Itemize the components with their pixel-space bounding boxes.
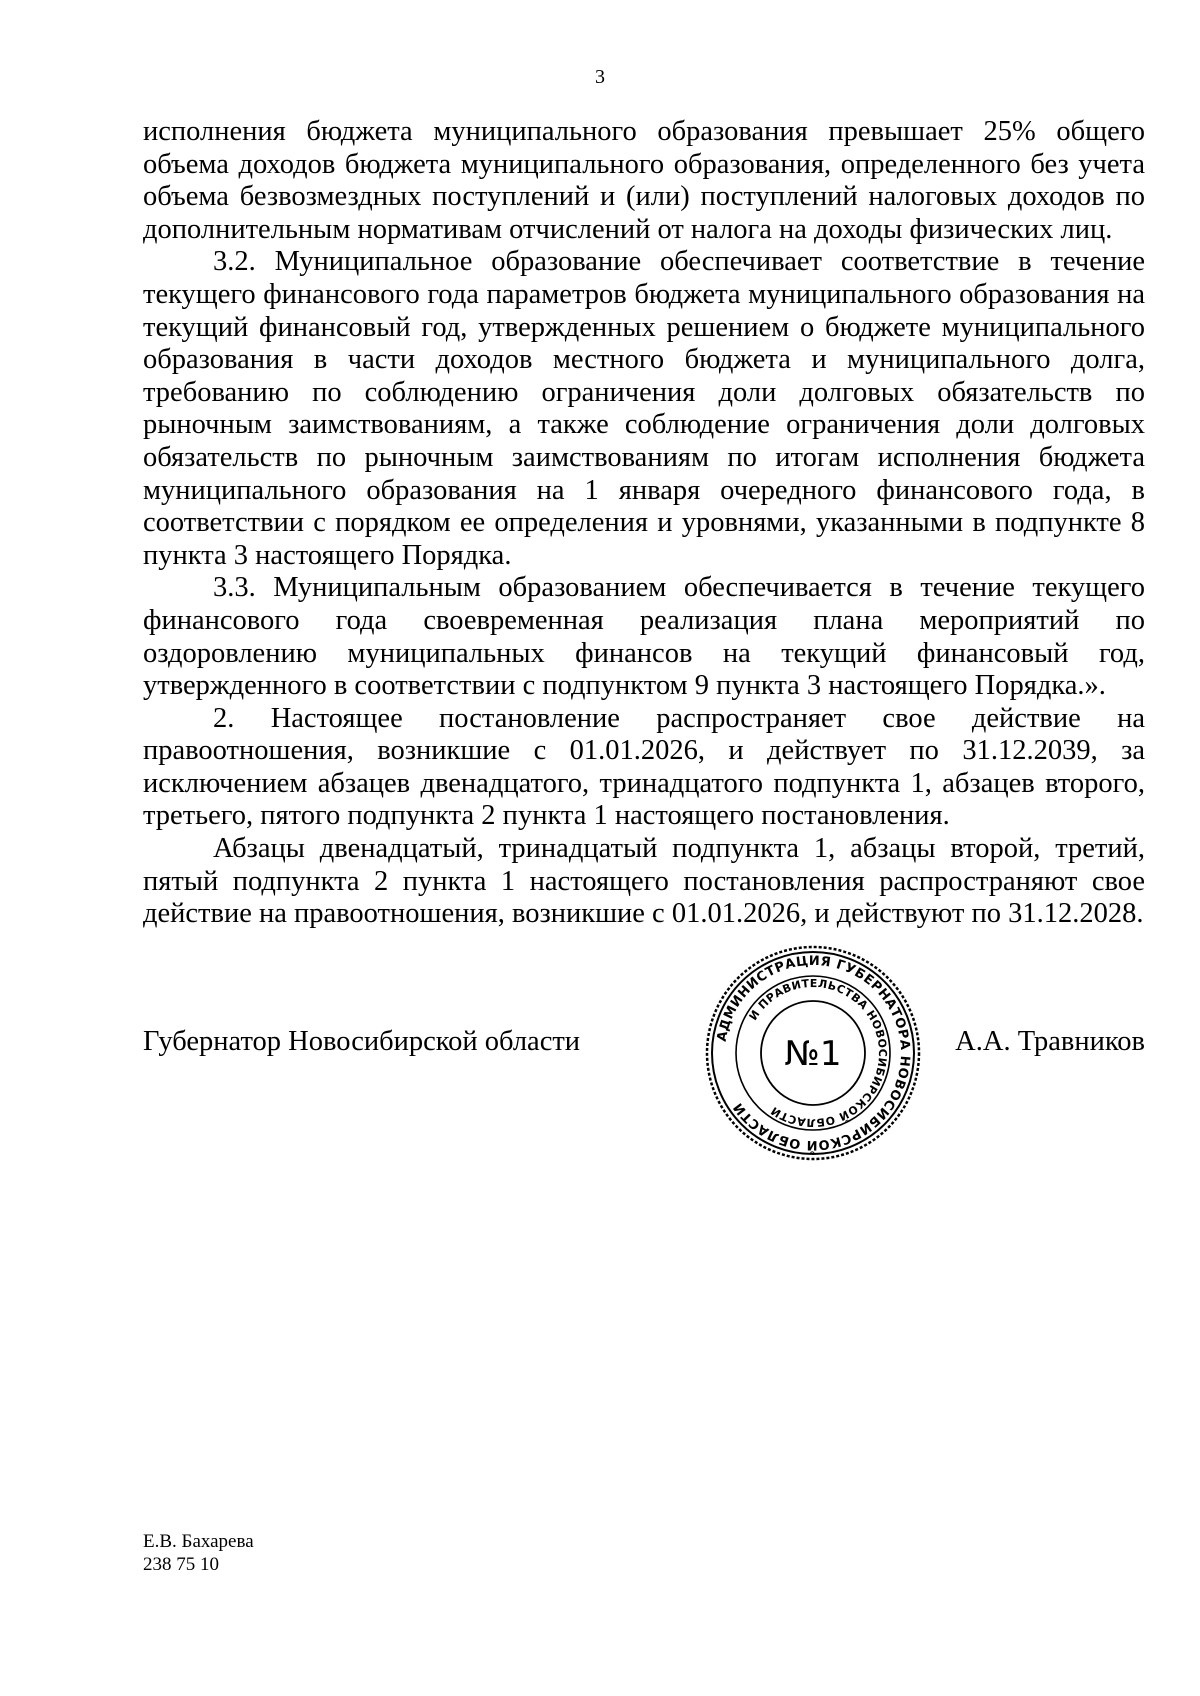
seal-inner-text: И ПРАВИТЕЛЬСТВА НОВОСИБИРСКОЙ ОБЛАСТИ: [746, 976, 890, 1130]
signatory-position: Губернатор Новосибирской области: [143, 1026, 581, 1057]
page-number: 3: [595, 66, 605, 88]
seal-outer-text: АДМИНИСТРАЦИЯ ГУБЕРНАТОРА НОВОСИБИРСКОЙ ОБЛАСТИ: [714, 953, 913, 1153]
paragraph-3-2: 3.2. Муниципальное образование обеспечивает соответствие в течение текущего финансового года параметров бюджета муниципального образования на текущий финансовый год, утвержденных решением о бюджете муниципального образования в части доходов местного бюджета и муниципального долга, требованию по соблюдению ограничения доли долговых обязательств по рыночным заимствованиям, а также соблюдение ограничения доли долговых обязательств по рыночным заимствованиям по итогам исполнения бюджета муниципального образования на 1 января очередного финансового года, в соответствии с порядком ее определения и уровнями, указанными в подпункте 8 пункта 3 настоящего Порядка.: [143, 246, 1145, 571]
executor-contact: [143, 1530, 254, 1576]
paragraph-exceptions-dates: Абзацы двенадцатый, тринадцатый подпункта 1, абзацы второй, третий, пятый подпункта 2 пункта 1 настоящего постановления распространяют свое действие на правоотношения, возникшие с 01.01.2026, и действуют по 31.12.2028.: [143, 833, 1145, 930]
seal-stamp-icon: [703, 943, 923, 1163]
paragraph-continuation: исполнения бюджета муниципального образования превышает 25% общего объема доходов бюджета муниципального образования, определенного без учета объема безвозмездных поступлений и (или) поступлений налоговых доходов по дополнительным нормативам отчислений от налога на доходы физических лиц.: [143, 116, 1145, 245]
executor-name: Е.В. Бахарева: [143, 1531, 254, 1552]
executor-phone: 238 75 10: [143, 1554, 219, 1575]
paragraph-2-effective-dates: 2. Настоящее постановление распространяет свое действие на правоотношения, возникшие с 01.01.2026, и действует по 31.12.2039, за исключением абзацев двенадцатого, тринадцатого подпункта 1, абзацев второго, третьего, пятого подпункта 2 пункта 1 настоящего постановления.: [143, 702, 1145, 832]
paragraph-3-3: 3.3. Муниципальным образованием обеспечивается в течение текущего финансового года своевременная реализация плана мероприятий по оздоровлению муниципальных финансов на текущий финансовый год, утвержденного в соответствии с подпунктом 9 пункта 3 настоящего Порядка.».: [143, 572, 1145, 702]
seal-number: №1: [784, 1034, 842, 1074]
signatory-name: А.А. Травников: [955, 1026, 1145, 1057]
document-body: [143, 116, 1145, 931]
